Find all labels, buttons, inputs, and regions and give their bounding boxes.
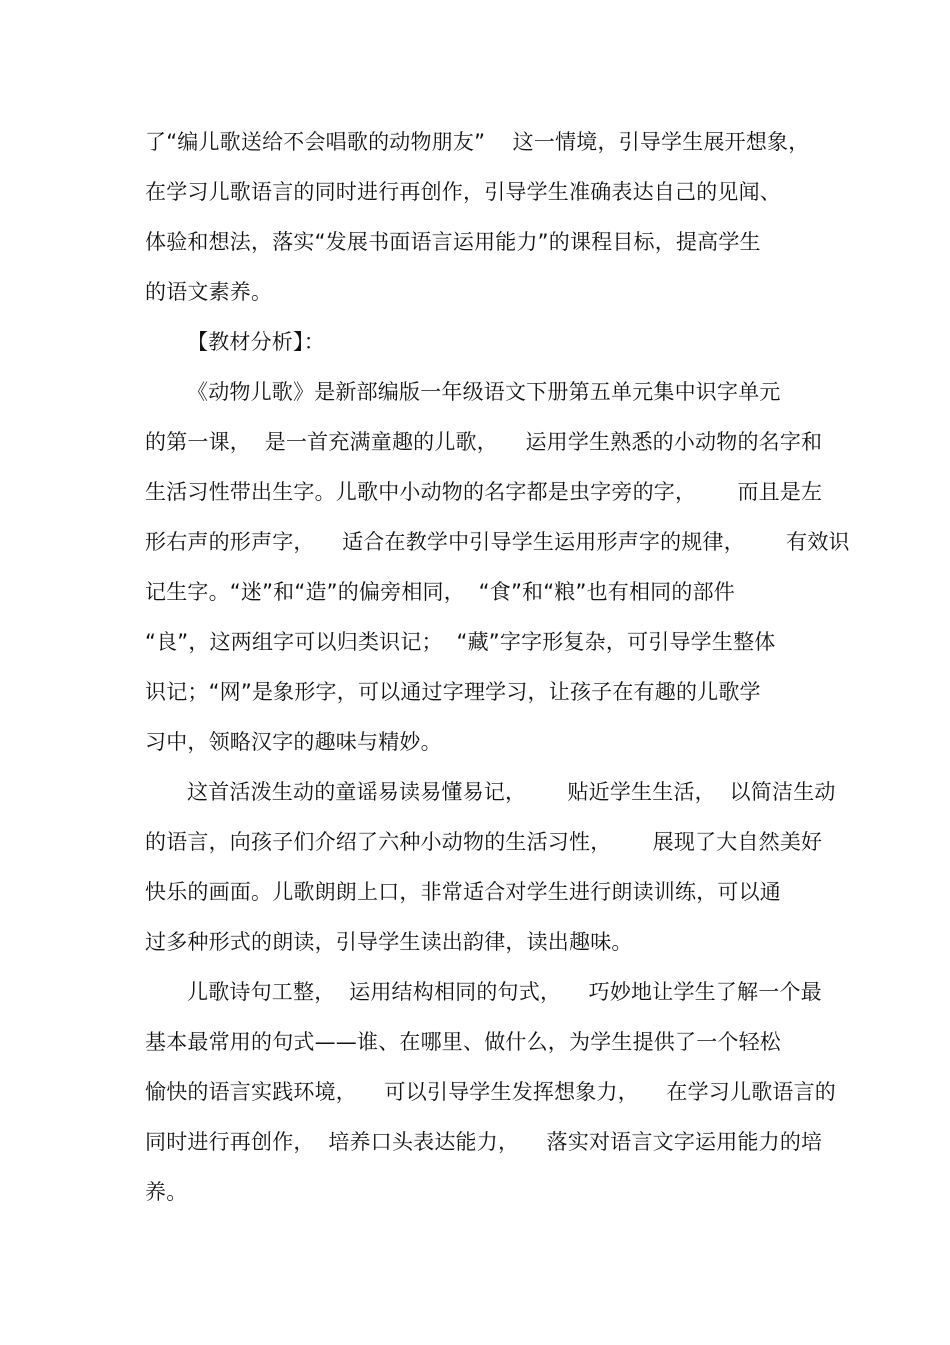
section-heading: 【教材分析】： (187, 330, 325, 354)
paragraph1-line-2: 的第一课， 是一首充满童趣的儿歌， 运用学生熟悉的小动物的名字和 (145, 430, 823, 454)
intro-line-1: 了“编儿歌送给不会唱歌的动物朋友” 这一情境，引导学生展开想象， (145, 130, 810, 154)
paragraph2-line-1: 这首活泼生动的童谣易读易懂易记， 贴近学生生活， 以简洁生动 (187, 780, 836, 804)
paragraph3-line-5: 养。 (145, 1180, 188, 1204)
paragraph1-line-1: 《动物儿歌》是新部编版一年级语文下册第五单元集中识字单元 (187, 380, 781, 404)
paragraph3-line-3: 愉快的语言实践环境， 可以引导学生发挥想象力， 在学习儿歌语言的 (145, 1080, 836, 1104)
paragraph1-line-7: 识记；“网”是象形字，可以通过字理学习，让孩子在有趣的儿歌学 (145, 680, 761, 704)
paragraph1-line-8: 习中，领略汉字的趣味与精妙。 (145, 730, 442, 754)
paragraph3-line-4: 同时进行再创作， 培养口头表达能力， 落实对语言文字运用能力的培 (145, 1130, 823, 1154)
intro-line-3: 体验和想法，落实“发展书面语言运用能力”的课程目标，提高学生 (145, 230, 761, 254)
paragraph1-line-4: 形右声的形声字， 适合在教学中引导学生运用形声字的规律， 有效识 (145, 530, 850, 554)
intro-line-4: 的语文素养。 (145, 280, 273, 304)
paragraph3-line-2: 基本最常用的句式——谁、在哪里、做什么，为学生提供了一个轻松 (145, 1030, 781, 1054)
paragraph2-line-2: 的语言，向孩子们介绍了六种小动物的生活习性， 展现了大自然美好 (145, 830, 823, 854)
intro-line-2: 在学习儿歌语言的同时进行再创作，引导学生准确表达自己的见闻、 (145, 180, 781, 204)
paragraph1-line-5: 记生字。“迷”和“造”的偏旁相同， “食”和“粮”也有相同的部件 (145, 580, 735, 604)
paragraph1-line-3: 生活习性带出生字。儿歌中小动物的名字都是虫字旁的字， 而且是左 (145, 480, 823, 504)
paragraph1-line-6: “良”，这两组字可以归类识记； “藏”字字形复杂，可引导学生整体 (145, 630, 776, 654)
paragraph3-line-1: 儿歌诗句工整， 运用结构相同的句式， 巧妙地让学生了解一个最 (187, 980, 822, 1004)
paragraph2-line-4: 过多种形式的朗读，引导学生读出韵律，读出趣味。 (145, 930, 633, 954)
paragraph2-line-3: 快乐的画面。儿歌朗朗上口，非常适合对学生进行朗读训练，可以通 (145, 880, 781, 904)
